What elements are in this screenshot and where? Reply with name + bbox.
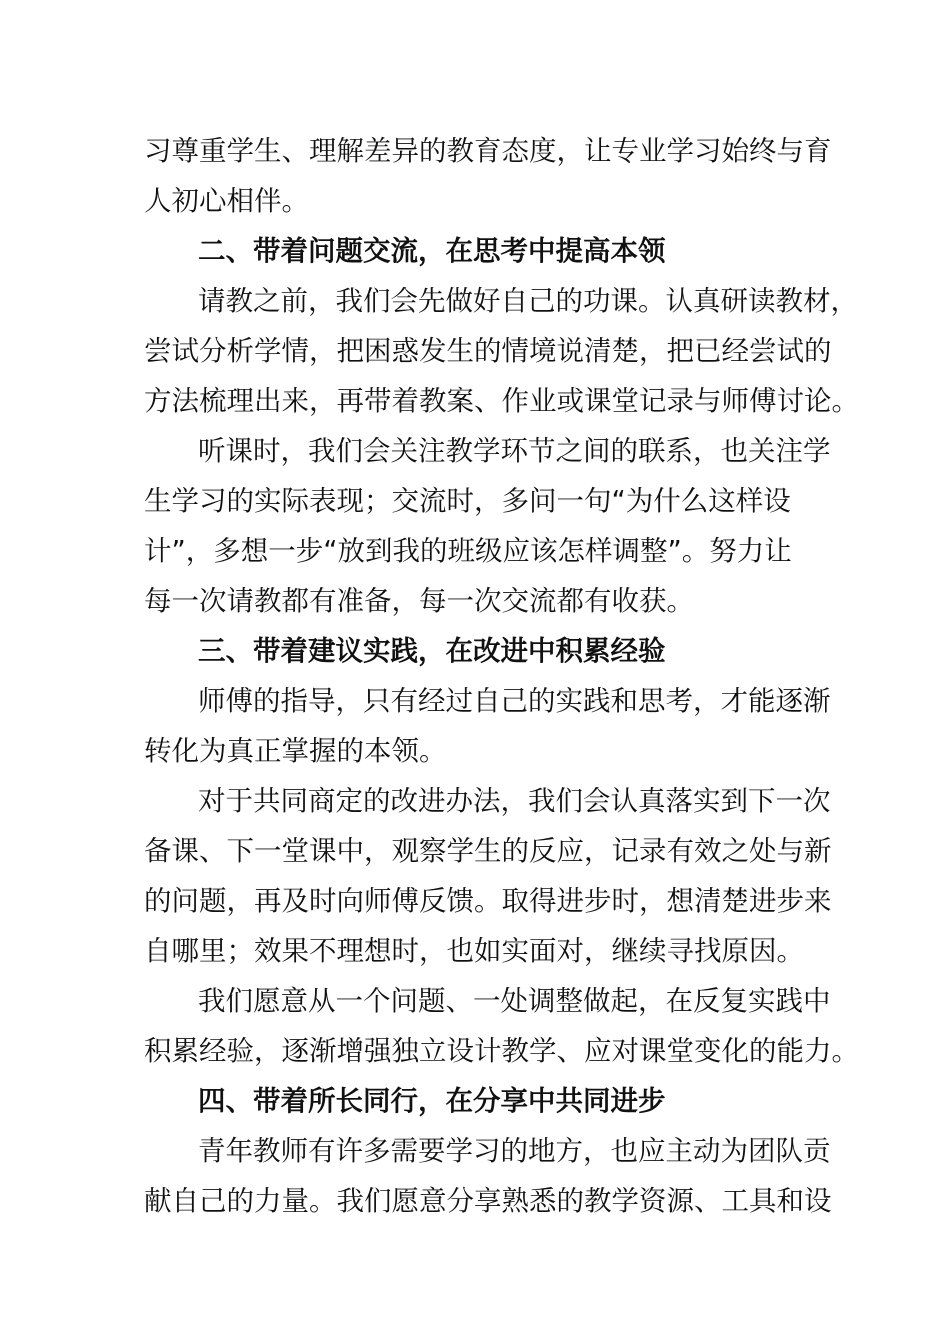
section-heading-3: 三、带着建议实践，在改进中积累经验: [198, 635, 666, 667]
body-line: 师傅的指导，只有经过自己的实践和思考，才能逐渐: [198, 685, 831, 717]
document-body: [144, 126, 859, 1226]
body-line: 自哪里；效果不理想时，也如实面对，继续寻找原因。: [144, 935, 804, 967]
body-line: 我们愿意从一个问题、一处调整做起，在反复实践中: [198, 985, 831, 1017]
body-line: 转化为真正掌握的本领。: [144, 735, 447, 767]
body-line: 习尊重学生、理解差异的教育态度，让专业学习始终与育: [144, 135, 832, 167]
body-line: 青年教师有许多需要学习的地方，也应主动为团队贡: [198, 1135, 831, 1167]
body-line: 每一次请教都有准备，每一次交流都有收获。: [144, 585, 694, 617]
section-heading-4: 四、带着所长同行，在分享中共同进步: [198, 1085, 666, 1117]
body-line: 献自己的力量。我们愿意分享熟悉的教学资源、工具和设: [144, 1185, 832, 1217]
body-line: 积累经验，逐渐增强独立设计教学、应对课堂变化的能力。: [144, 1035, 859, 1067]
body-line: 生学习的实际表现；交流时，多问一句“为什么这样设: [144, 485, 791, 517]
body-line: 计”，多想一步“放到我的班级应该怎样调整”。努力让: [144, 535, 792, 567]
body-line: 请教之前，我们会先做好自己的功课。认真研读教材，: [198, 285, 858, 317]
body-line: 对于共同商定的改进办法，我们会认真落实到下一次: [198, 785, 831, 817]
body-line: 备课、下一堂课中，观察学生的反应，记录有效之处与新: [144, 835, 832, 867]
body-line: 人初心相伴。: [144, 185, 309, 217]
body-line: 听课时，我们会关注教学环节之间的联系，也关注学: [198, 435, 831, 467]
body-line: 方法梳理出来，再带着教案、作业或课堂记录与师傅讨论。: [144, 385, 859, 417]
body-line: 的问题，再及时向师傅反馈。取得进步时，想清楚进步来: [144, 885, 832, 917]
section-heading-2: 二、带着问题交流，在思考中提高本领: [198, 235, 666, 267]
body-line: 尝试分析学情，把困惑发生的情境说清楚，把已经尝试的: [144, 335, 832, 367]
